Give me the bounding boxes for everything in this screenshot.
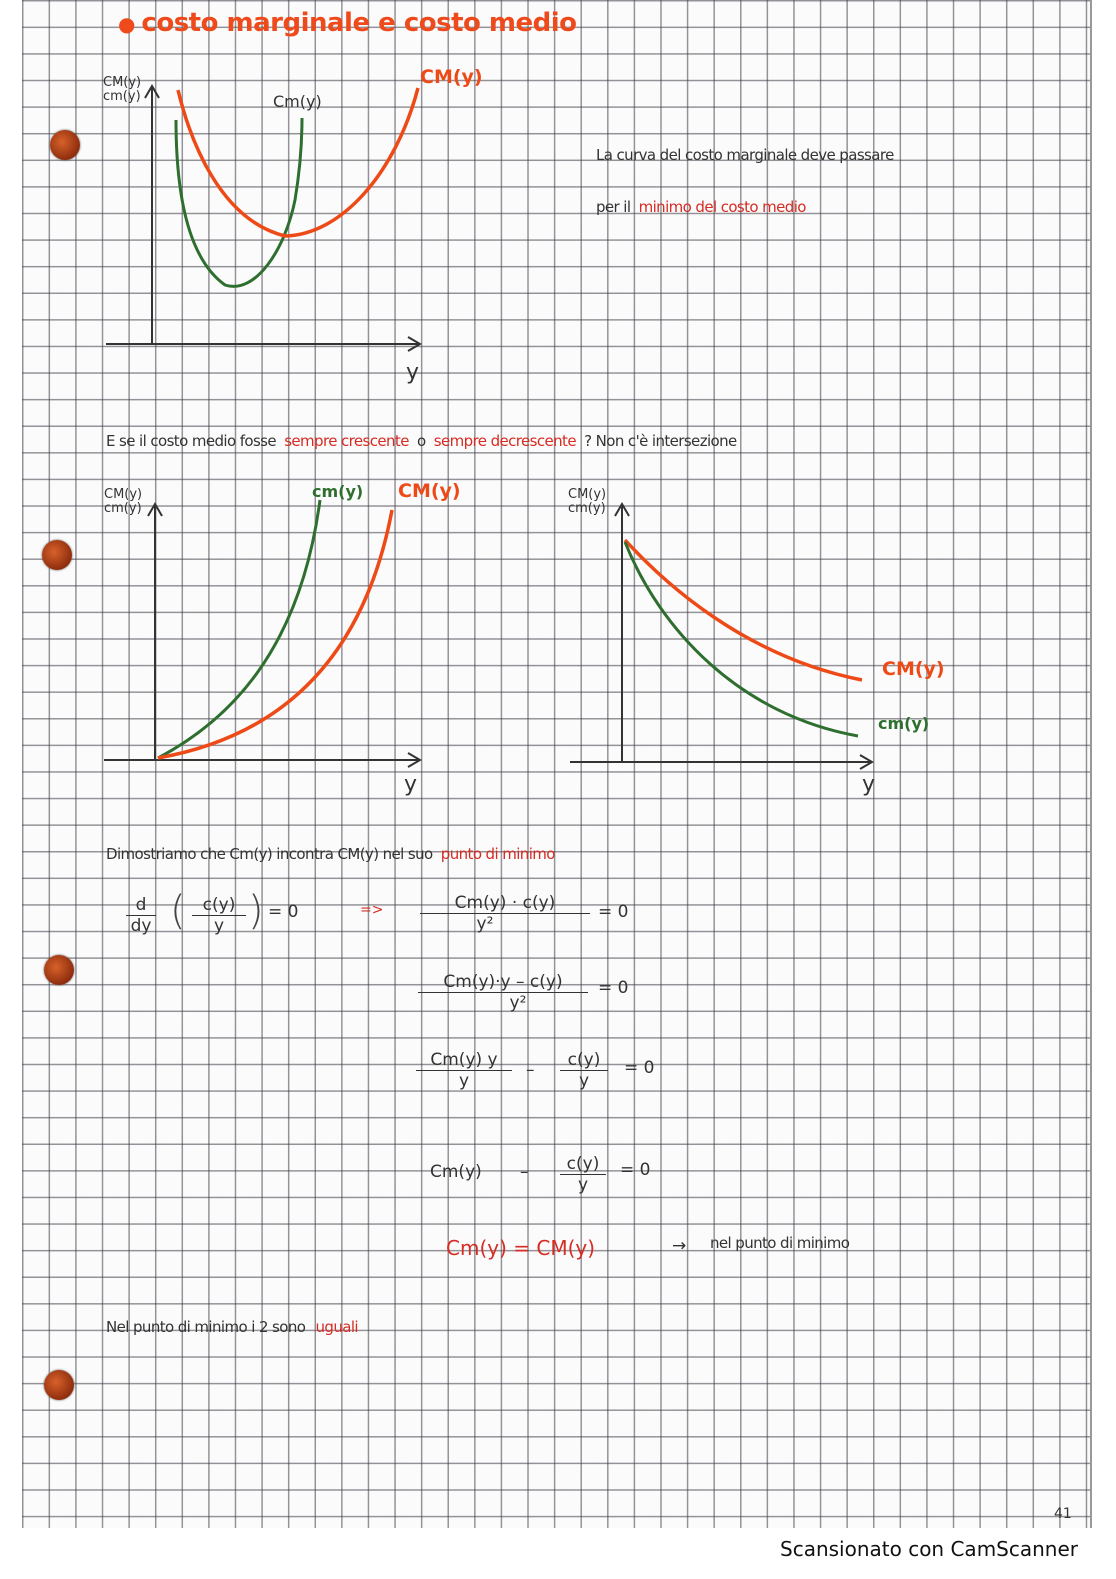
eq1-right-rhs: = 0 [598,902,629,922]
graph-2-cm-curve [158,500,320,758]
graph-3-xlabel: y [862,772,876,797]
graph-1-CM-label: CM(y) [420,66,483,88]
eq1-paren-right: ) [248,888,264,934]
page-number: 41 [1054,1506,1072,1522]
graph-3-CM-label: CM(y) [882,658,945,680]
graph-1-xlabel: y [406,360,420,385]
eq1-rhs: = 0 [268,902,299,922]
graph-1-ylabel: CM(y) cm(y) [103,75,142,104]
eq1-implies: => [360,902,384,918]
eq3-fraction-2: c(y) y [560,1050,608,1091]
note-line-2: per il minimo del costo medio [596,198,806,216]
eq3-minus: – [526,1060,535,1080]
graph-2-axes [104,504,420,767]
graph-2-CM-curve [158,510,392,758]
eq4-rhs: = 0 [620,1160,651,1180]
question-line: E se il costo medio fosse sempre crescente o sempre decrescente ? Non c'è intersezione [106,432,737,450]
eq4-minus: – [520,1162,529,1182]
graph-2-cm-label: cm(y) [312,482,364,501]
result-note: nel punto di minimo [710,1234,850,1252]
graph-1-cm-label: Cm(y) [273,92,322,111]
eq1-fraction: c(y) y [192,895,246,936]
eq1-derivative: d dy [126,895,156,936]
eq1-right-fraction: Cm(y) · c(y) y² [420,893,590,934]
eq2-fraction: Cm(y)·y – c(y) y² [418,972,588,1013]
eq1-paren-left: ( [170,888,186,934]
graph-3-ylabel: CM(y) cm(y) [568,487,607,516]
eq4-lhs: Cm(y) [430,1162,482,1182]
graph-2-xlabel: y [404,772,418,797]
result-equation: Cm(y) = CM(y) [446,1236,596,1260]
page-title: ● costo marginale e costo medio [118,8,577,38]
graph-3-cm-label: cm(y) [878,714,930,733]
note-line-1: La curva del costo marginale deve passare [596,146,894,164]
final-line: Nel punto di minimo i 2 sono uguali [106,1318,358,1336]
result-arrow: → [672,1236,687,1256]
demo-line: Dimostriamo che Cm(y) incontra CM(y) nel suo punto di minimo [106,845,555,863]
graph-2-CM-label: CM(y) [398,480,461,502]
eq3-rhs: = 0 [624,1058,655,1078]
eq4-fraction: c(y) y [560,1154,606,1195]
eq3-fraction-1: Cm(y) y y [416,1050,512,1091]
eq2-rhs: = 0 [598,978,629,998]
camscanner-footer: Scansionato con CamScanner [780,1537,1078,1561]
graph-2-ylabel: CM(y) cm(y) [104,487,143,516]
graph-3-cm-curve [625,542,858,736]
